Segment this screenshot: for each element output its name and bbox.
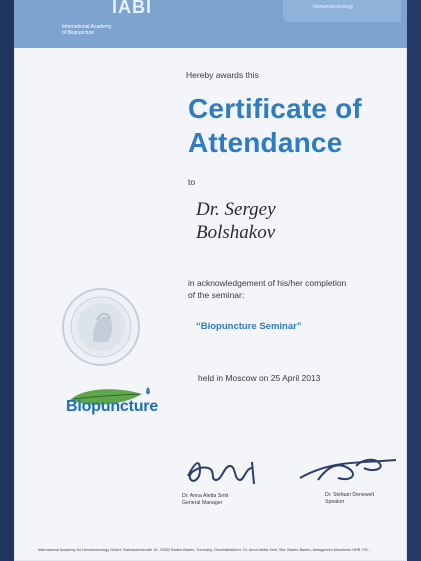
to-text: to	[188, 177, 196, 187]
signer-1-role: General Manager	[182, 500, 223, 506]
ack-line1: in acknowledgement of his/her completion	[188, 278, 347, 288]
header-right-tab	[283, 0, 401, 22]
signer-2	[325, 492, 374, 506]
signer-1-name: Dr. Anna Aletta Smit	[182, 493, 229, 499]
seminar-name: “Biopuncture Seminar”	[196, 321, 302, 332]
title-line2: Attendance	[188, 127, 343, 158]
header-right-text: Immunotoxicology	[313, 4, 354, 10]
org-abbreviation: IABI	[112, 0, 152, 17]
biopuncture-logo-text: Biopuncture	[66, 398, 159, 415]
held-text: held in Moscow on 25 April 2013	[198, 373, 321, 383]
signer-2-role: Speaker	[325, 499, 345, 505]
signature-1	[182, 450, 266, 490]
ack-line2: of the seminar:	[188, 290, 245, 300]
recipient-name	[196, 198, 276, 244]
acknowledgement-text	[188, 277, 398, 301]
recipient-name-line1: Dr. Sergey	[196, 199, 276, 220]
signer-2-name: Dr. Stefaan Denewelt	[325, 492, 375, 498]
seal-icon	[60, 286, 142, 368]
left-border	[0, 0, 14, 561]
footer-legal-text: International Academy for Homotoxicology GmbH, Bahnackerstraße 16, 76532 Baden-Baden, Germany, Geschäftsführer: Dr. Anna Aletta Smit, Sitz: Baden-Baden, Amtsgericht Mannheim HRB 702...	[38, 548, 371, 552]
org-name-line2: of Biopuncture	[62, 30, 95, 36]
signature-2	[294, 448, 404, 488]
hereby-text: Hereby awards this	[186, 70, 259, 80]
signer-1	[182, 493, 228, 507]
org-name-line1: International Academy	[62, 24, 112, 30]
title-line1: Certificate of	[188, 93, 362, 124]
recipient-name-line2: Bolshakov	[196, 222, 276, 243]
right-border	[407, 0, 421, 561]
certificate-title	[188, 92, 362, 160]
